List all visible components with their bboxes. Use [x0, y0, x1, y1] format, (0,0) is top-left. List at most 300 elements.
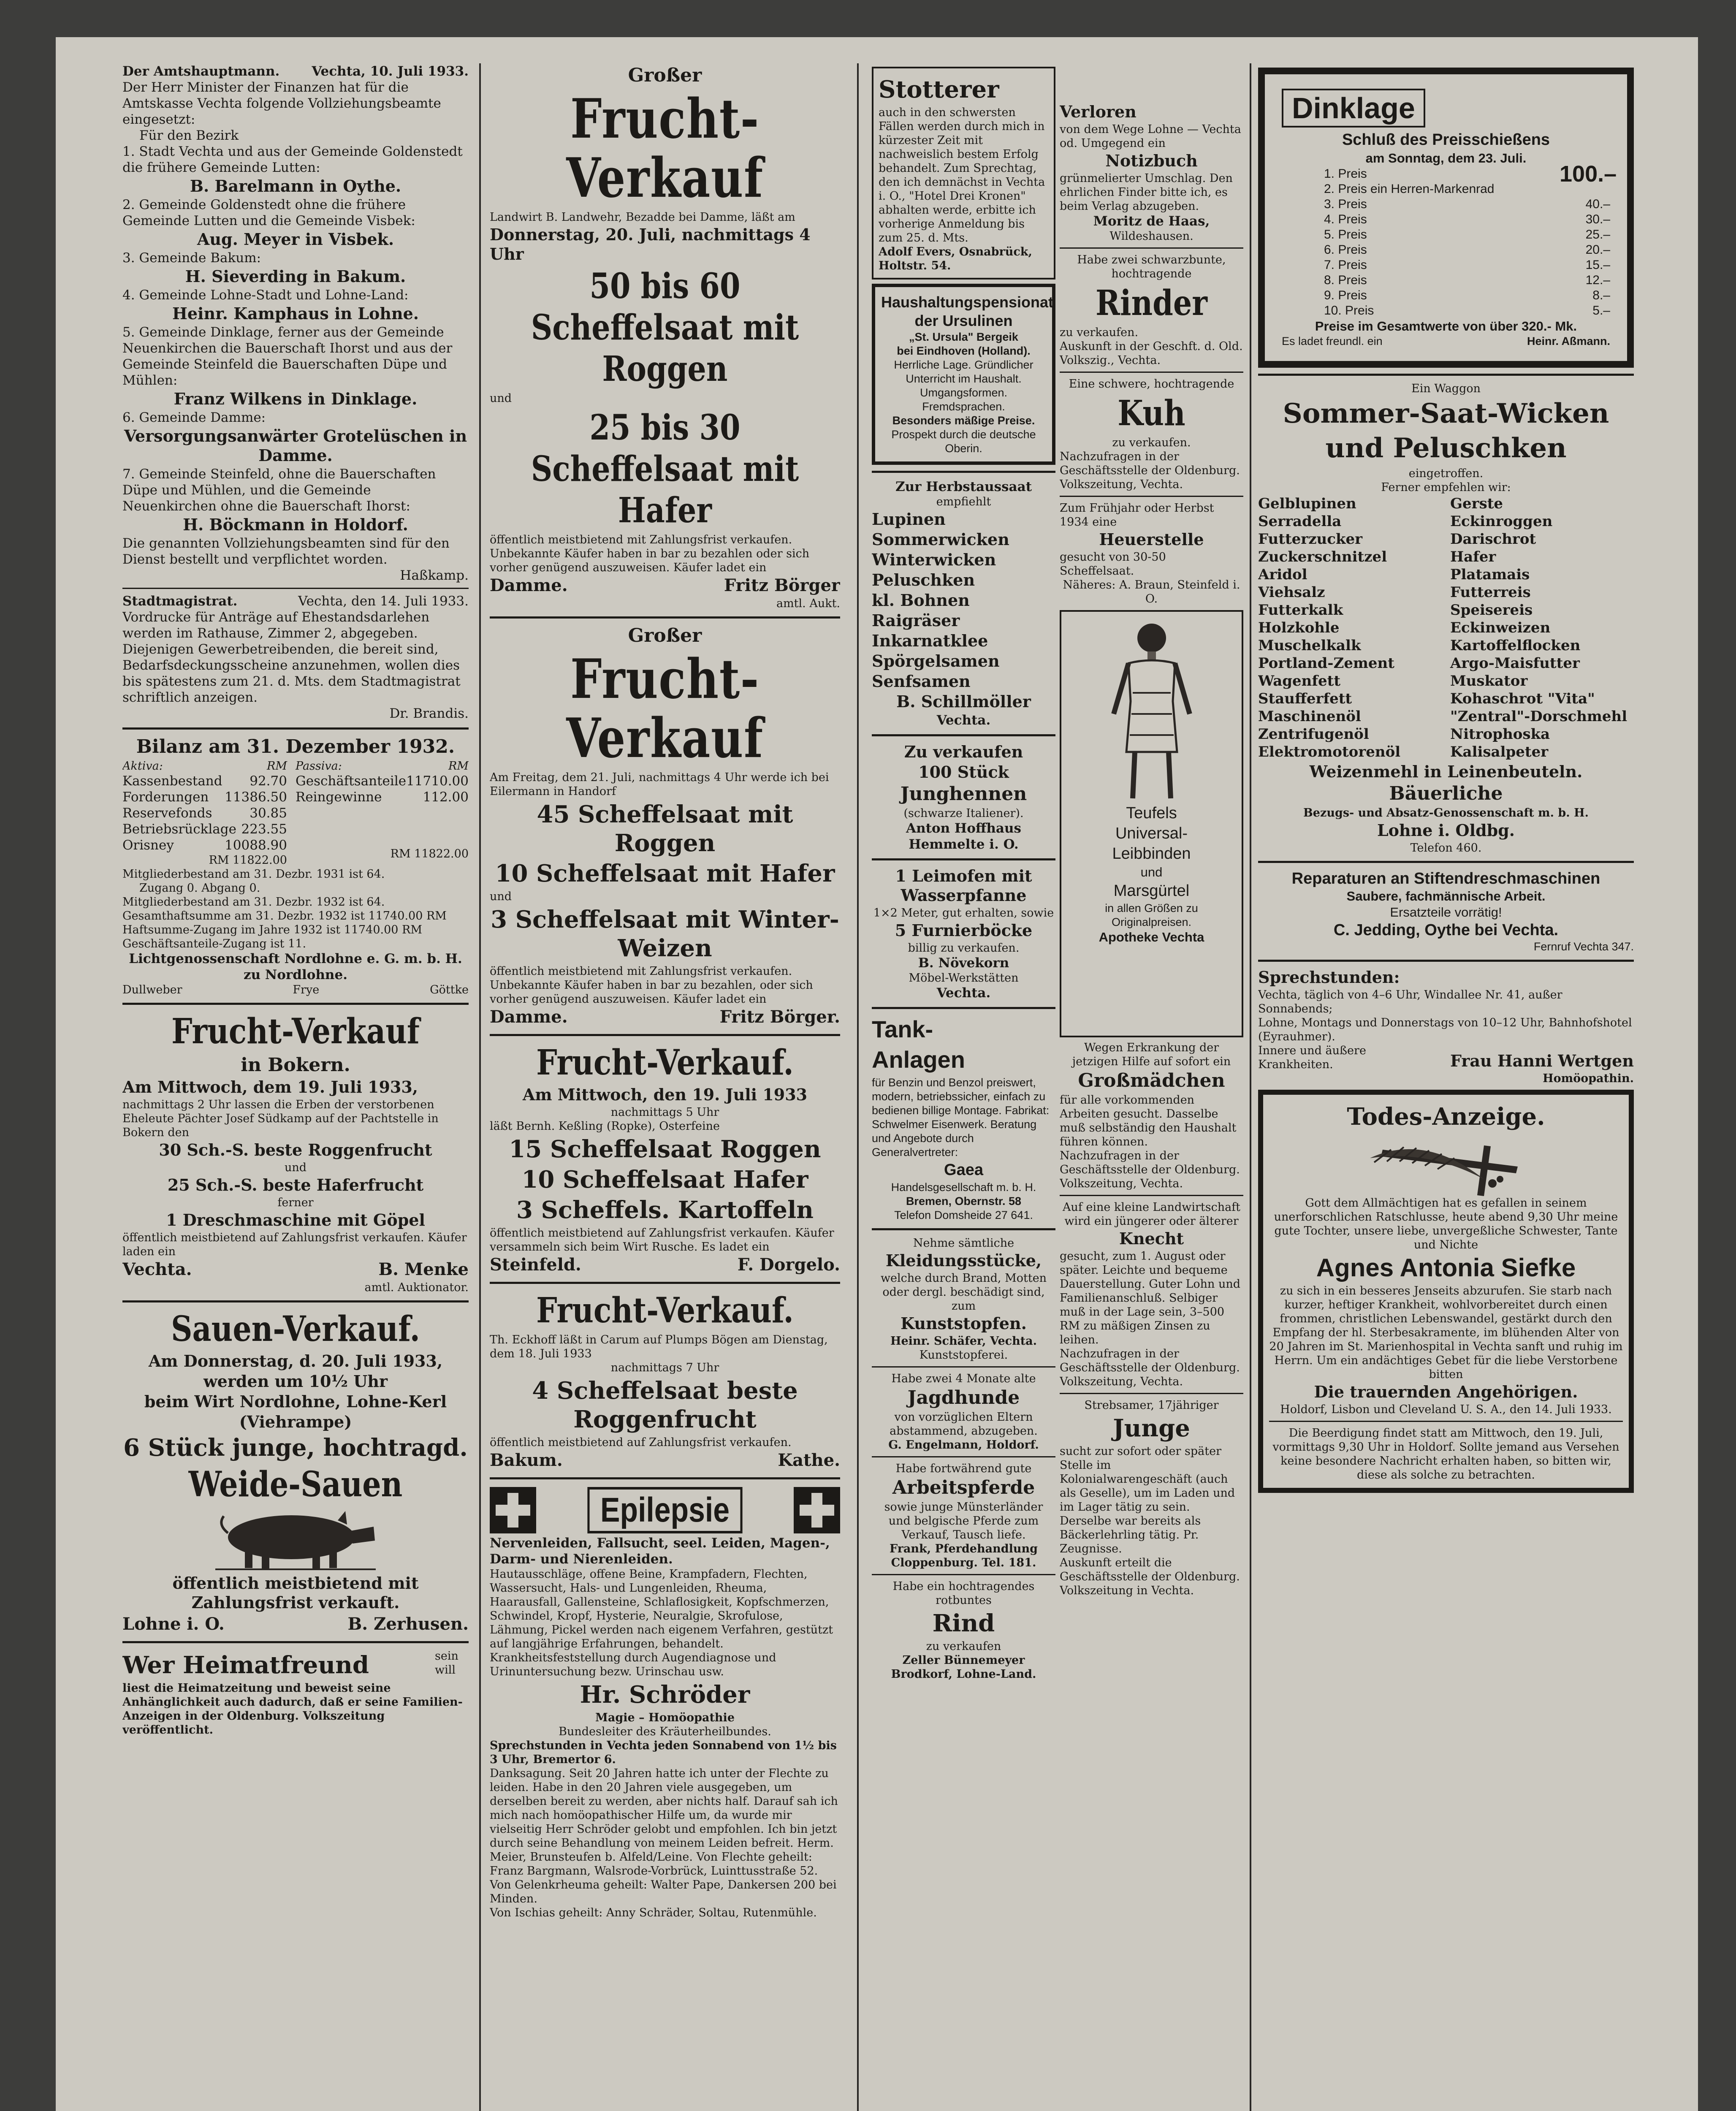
- notice-heading: Der Amtshauptmann.: [122, 64, 280, 79]
- ad-text: öffentlich meistbietend auf Zahlungsfrist verkaufen.: [490, 1436, 792, 1449]
- ad-text: von dem Wege Lohne — Vechta od. Umgegend ein: [1060, 123, 1241, 150]
- prize-label: 5. Preis: [1324, 228, 1367, 241]
- prize-label: 9. Preis: [1324, 288, 1367, 302]
- stiftendreschmaschinen-ad: [1258, 869, 1634, 954]
- bilanz-value: 11710.00: [406, 773, 469, 789]
- divider: [490, 616, 840, 619]
- frucht-verkauf-steinfeld-ad: [490, 1042, 840, 1276]
- ad-text: Eine schwere, hochtragende: [1069, 377, 1234, 391]
- ad-headline: Jagdhunde: [907, 1387, 1020, 1408]
- ad-headline: Sommer-Saat-Wicken: [1283, 398, 1609, 429]
- ad-headline: Marsgürtel: [1113, 882, 1190, 900]
- column-rule: [1250, 63, 1251, 2111]
- bilanz-label: Geschäftsanteile: [295, 773, 407, 789]
- ad-headline: Zu verkaufen: [904, 742, 1023, 761]
- practitioner-name: Hr. Schröder: [580, 1681, 750, 1709]
- ad-text: läßt Bernh. Keßling (Ropke), Osterfeine: [490, 1120, 720, 1133]
- ad-text: und: [284, 1161, 307, 1174]
- product-item: Kalisalpeter: [1450, 743, 1549, 760]
- column-rule: [479, 63, 481, 2111]
- office-hours: Vechta, täglich von 4–6 Uhr, Windallee Nr. 41, außer Sonnabends;: [1258, 988, 1562, 1015]
- prize-label: 4. Preis: [1324, 212, 1367, 226]
- product-item: Eckinroggen: [1450, 513, 1553, 530]
- ad-text: und: [490, 890, 512, 903]
- ad-signer: Frank, Pferdehandlung Cloppenburg. Tel. 181.: [890, 1542, 1038, 1569]
- ad-text: öffentlich meistbietend mit Zahlungsfrist verkaufen. Unbekannte Käufer haben in bar zu bezahlen oder sich vorher genügend auszuweisen. Käufer ladet ein: [490, 533, 810, 574]
- ad-phone: Fernruf Vechta 347.: [1533, 940, 1634, 953]
- ad-text: und: [490, 392, 512, 405]
- notice-date: Vechta, 10. Juli 1933.: [312, 64, 469, 79]
- ad-headline: Kunststopfen.: [901, 1314, 1027, 1333]
- prize-label: 2. Preis ein Herren-Markenrad: [1324, 182, 1495, 196]
- district-desc: 7. Gemeinde Steinfeld, ohne die Bauerschaften Düpe und Mühlen, und die Gemeinde Neuenkirchen ohne die Bauerschaft Ihorst:: [122, 467, 436, 514]
- divider: [122, 1003, 469, 1005]
- divider: [872, 858, 1055, 860]
- ad-text: Landwirt B. Landwehr, Bezadde bei Damme, läßt am: [490, 211, 795, 224]
- ad-text: Habe fortwährend gute: [895, 1462, 1032, 1475]
- ad-subheadline: in Bokern.: [241, 1054, 350, 1076]
- bilanz-value: 10088.90: [225, 838, 287, 853]
- divider: [490, 1282, 840, 1284]
- bilanz-ad: [122, 735, 469, 997]
- ad-text: grünmelierter Umschlag. Den ehrlichen Finder bitte ich, es beim Verlag abzugeben.: [1060, 172, 1233, 213]
- ad-text: eingetroffen.: [1408, 467, 1484, 480]
- ad-place: Brodkorf, Lohne-Land.: [891, 1668, 1036, 1681]
- ad-text: nachmittags 2 Uhr lassen die Erben der verstorbenen Eheleute Pächter Josef Südkamp auf der Pachtstelle in Bokern den: [122, 1098, 439, 1139]
- divider: [122, 588, 469, 589]
- ad-headline: Kuh: [1118, 393, 1185, 434]
- ad-place: Holdorf, Lisbon und Cleveland U. S. A., den 14. Juli 1933.: [1280, 1403, 1612, 1416]
- product-item: Futterzucker: [1258, 531, 1363, 548]
- ad-place: Wildeshausen.: [1109, 230, 1194, 243]
- divider: [872, 471, 1055, 473]
- notice-text: Diejenigen Gewerbetreibenden, die bereit sind, Bedarfsdeckungsscheine anzunehmen, wollen dies bis spätestens zum 21. d. Mts. dem Stadtmagistrat schriftlich anzeigen.: [122, 642, 461, 705]
- bilanz-value: 92.70: [250, 773, 287, 789]
- ad-item: 3 Scheffels. Kartoffeln: [516, 1196, 814, 1224]
- divider: [122, 1641, 469, 1643]
- currency: RM: [448, 760, 469, 773]
- product-item: kl. Bohnen: [872, 591, 970, 610]
- product-list: [1258, 494, 1634, 761]
- ad-headline: Teufels: [1126, 804, 1177, 822]
- ad-role: Innere und äußere Krankheiten.: [1258, 1044, 1366, 1071]
- rind-ad: [872, 1579, 1055, 1681]
- ad-text: Wegen Erkrankung der jetzigen Hilfe auf sofort ein: [1072, 1041, 1231, 1068]
- ad-place: Lohne i. Oldbg.: [1377, 821, 1515, 840]
- ad-headline: Rinder: [1096, 283, 1207, 323]
- cross-icon: [490, 1487, 536, 1533]
- ad-headline: Frucht-Verkauf: [566, 87, 764, 210]
- ad-text: für alle vorkommenden Arbeiten gesucht. Dasselbe muß selbständig den Haushalt führen können.: [1060, 1093, 1237, 1148]
- ad-text: Zum Frühjahr oder Herbst 1934 eine: [1060, 502, 1214, 529]
- ad-headline: Haushaltungspensionat: [881, 293, 1054, 311]
- product-item: Kartoffelflocken: [1450, 637, 1581, 654]
- district-desc: 3. Gemeinde Bakum:: [122, 250, 261, 266]
- product-item: Wagenfett: [1258, 673, 1341, 689]
- ad-subheadline: Nervenleiden, Fallsucht, seel. Leiden, Magen-, Darm- und Nierenleiden.: [490, 1536, 830, 1567]
- bilanz-value: 30.85: [250, 806, 287, 821]
- ad-place: Steinfeld.: [490, 1255, 581, 1275]
- teufels-leibbinden-ad: [1060, 610, 1243, 1037]
- bilanz-line: Geschäftsanteile-Zugang ist 11.: [122, 937, 307, 950]
- herbstaussaat-ad: [872, 479, 1055, 728]
- prize-list: [1324, 161, 1617, 318]
- product-item: Hafer: [1450, 548, 1496, 565]
- prize-value: 20.–: [1585, 243, 1610, 257]
- notice-text: Die genannten Vollziehungsbeamten sind für den Dienst bestellt und verpflichtet worden.: [122, 536, 450, 567]
- ad-headline: 100 Stück: [918, 762, 1009, 781]
- ad-location: bei Eindhoven (Holland).: [897, 345, 1031, 357]
- ad-signer: G. Engelmann, Holdorf.: [888, 1438, 1039, 1452]
- ad-text: Ferner empfehlen wir:: [1381, 481, 1511, 494]
- verloren-ad: [1060, 102, 1243, 243]
- official-name: Franz Wilkens in Dinklage.: [174, 389, 418, 408]
- ad-text: (schwarze Italiener).: [903, 807, 1024, 820]
- bilanz-line: Gesamthaftsumme am 31. Dezbr. 1932 ist 11740.00 RM: [122, 909, 447, 923]
- signature: Dr. Brandis.: [389, 706, 469, 721]
- notice-text: Für den Bezirk: [139, 128, 239, 143]
- ad-location: (Viehrampe): [239, 1412, 352, 1431]
- ad-text: liest die Heimatzeitung und beweist seine Anhänglichkeit auch dadurch, daß er seine Familien-Anzeigen in der Oldenburg. Volkszeitung veröffentlicht.: [122, 1682, 463, 1737]
- ad-role: amtl. Aukt.: [776, 597, 840, 610]
- ad-address: Bremen, Obernstr. 58: [906, 1195, 1022, 1207]
- ad-text: Näheres: A. Braun, Steinfeld i. O.: [1063, 578, 1240, 605]
- dinklage-preisschiessen-ad: [1258, 68, 1634, 368]
- ad-item: 6 Stück junge, hochtragd.: [123, 1434, 468, 1462]
- divider: [490, 1034, 840, 1036]
- stadtmagistrat-notice: [122, 593, 469, 722]
- product-item: Serradella: [1258, 513, 1342, 530]
- signature: Haßkamp.: [400, 568, 469, 583]
- ad-text: billig zu verkaufen.: [908, 942, 1020, 955]
- ad-text: Hautausschläge, offene Beine, Krampfadern, Flechten, Wassersucht, Hals- und Lungenleiden, Rheuma, Haarausfall, Gallensteine, Schlaflosigkeit, Kopfschmerzen, Schwindel, Kropf, Hysterie, Neuralgie, Skrofulose, Lähmung, Pickel werden nach eigenem Verfahren, gestützt auf langjährige Erfahrungen, behandelt. Krankheitsfeststellung durch Augendiagnose und Urinuntersuchung bezw. Urinschau usw.: [490, 1568, 833, 1678]
- aktiva-header: Aktiva:: [122, 760, 163, 773]
- ad-phone: Telefon Domsheide 27 641.: [894, 1209, 1033, 1221]
- ad-place: Damme.: [490, 1007, 568, 1027]
- notice-text: Der Herr Minister der Finanzen hat für die Amtskasse Vechta folgende Vollziehungsbeamte eingesetzt:: [122, 80, 441, 127]
- product-item: Senfsamen: [872, 672, 971, 691]
- product-item: Portland-Zement: [1258, 655, 1394, 672]
- column-4: [1060, 63, 1243, 2111]
- ad-headline: Großmädchen: [1078, 1070, 1225, 1091]
- ad-text: Nachzufragen in der Geschäftsstelle der Oldenburg. Volkszeitung, Vechta.: [1060, 1149, 1240, 1190]
- prize-value: 40.–: [1585, 197, 1610, 211]
- ad-text: Habe ein hochtragendes rotbuntes: [892, 1580, 1035, 1607]
- prize-value: 25.–: [1585, 228, 1610, 241]
- bilanz-label: Orisney: [122, 838, 174, 853]
- prize-value: 8.–: [1592, 288, 1610, 302]
- ad-signer: C. Jedding, Oythe bei Vechta.: [1333, 921, 1559, 939]
- ad-text: ferner: [277, 1196, 314, 1209]
- ad-text: öffentlich meistbietend auf Zahlungsfrist verkaufen. Käufer versammeln sich beim Wirt Rusche. Es ladet ein: [490, 1226, 834, 1254]
- testimonial: Von Gelenkrheuma geheilt: Walter Pape, Dankersen 200 bei Minden.: [490, 1878, 837, 1905]
- column-3: [872, 63, 1055, 2111]
- bilanz-line: Haftsumme-Zugang im Jahre 1932 ist 11740.00 RM: [122, 923, 423, 936]
- ad-text: für Benzin und Benzol preiswert, modern, betriebssicher, einfach zu bedienen billige Montage. Fabrikat: Schwelmer Eisenwerk. Beratung und Angebote durch Generalvertreter:: [872, 1076, 1050, 1159]
- ad-subheadline: Schluß des Preisschießens: [1342, 131, 1550, 149]
- product-item: Eckinweizen: [1450, 619, 1551, 636]
- ad-date: Am Mittwoch, dem 19. Juli 1933,: [122, 1077, 418, 1096]
- ad-text: Ein Waggon: [1411, 382, 1481, 395]
- ad-date: am Sonntag, dem 23. Juli.: [1365, 151, 1527, 166]
- district-desc: 2. Gemeinde Goldenstedt ohne die frühere Gemeinde Lutten und die Gemeinde Visbek:: [122, 197, 415, 228]
- product-item: Winterwicken: [872, 550, 996, 569]
- product-item: Futterreis: [1450, 584, 1531, 601]
- ad-place: Vechta.: [936, 713, 991, 728]
- product-item: Platamais: [1450, 566, 1530, 583]
- product-item: Kohaschrot "Vita": [1450, 690, 1595, 707]
- ad-signer: B. Menke: [378, 1259, 469, 1279]
- divider: [1060, 496, 1243, 497]
- ad-text: Strebsamer, 17jähriger: [1084, 1399, 1219, 1412]
- ad-signer: Bäuerliche: [1389, 783, 1503, 804]
- prize-value: [1560, 182, 1610, 197]
- ad-item: 4 Scheffelsaat beste Roggenfrucht: [532, 1377, 798, 1433]
- bilanz-table: [122, 759, 469, 867]
- divider: [872, 1366, 1055, 1368]
- ad-headline: Epilepsie: [587, 1487, 742, 1533]
- ad-signer: Die trauernden Angehörigen.: [1314, 1382, 1578, 1401]
- ad-text: sucht zur sofort oder später Stelle im Kolonialwarengeschäft (auch als Geselle), um im Laden und im Lager tätig zu sein. Derselbe war bereits als Bäckerlehrling tätig. Pr. Zeugnisse.: [1060, 1445, 1235, 1555]
- product-item: Elektromotorenöl: [1258, 743, 1401, 760]
- ad-date: Donnerstag, 20. Juli, nachmittags 4 Uhr: [490, 225, 811, 263]
- bilanz-label: Reingewinne: [295, 790, 382, 805]
- bilanz-line: Mitgliederbestand am 31. Dezbr. 1931 ist 64.: [122, 868, 385, 881]
- ad-place: Bakum.: [490, 1450, 563, 1470]
- office-hours: Lohne, Montags und Donnerstags von 10–12 Uhr, Bahnhofshotel (Eyrauhmer).: [1258, 1016, 1632, 1043]
- ad-phone: Telefon 460.: [1410, 841, 1482, 855]
- ad-text: Nachzufragen in der Geschäftsstelle der Oldenburg. Volkszeitung, Vechta.: [1060, 450, 1240, 491]
- product-item: Lupinen: [872, 510, 946, 529]
- saat-wicken-ad: [1258, 382, 1634, 855]
- rinder-ad: [1060, 253, 1243, 367]
- ad-headline: Junge: [1113, 1414, 1190, 1442]
- product-item: Muskator: [1450, 673, 1528, 689]
- divider: [1060, 1195, 1243, 1196]
- ad-text: zu verkaufen: [926, 1640, 1001, 1653]
- ad-time: nachmittags 7 Uhr: [610, 1361, 719, 1374]
- ad-item: 1 Dreschmaschine mit Göpel: [166, 1210, 425, 1229]
- ad-text: Nehme sämtliche: [913, 1237, 1014, 1250]
- passiva-header: Passiva:: [295, 760, 342, 773]
- frucht-verkauf-bokern-ad: [122, 1011, 469, 1294]
- ad-text: Die Beerdigung findet statt am Mittwoch, den 19. Juli, vormittags 9,30 Uhr in Holdorf. Sollte jemand aus Versehen keine besondere Nachricht erhalten haben, so bitten wir, diese als solche zu betrachten.: [1272, 1427, 1619, 1481]
- prize-value: 5.–: [1592, 304, 1610, 317]
- ad-text: Auf eine kleine Landwirtschaft wird ein jüngerer oder älterer: [1062, 1201, 1241, 1228]
- ad-headline: Notizbuch: [1105, 151, 1198, 170]
- ad-text: 1×2 Meter, gut erhalten, sowie: [873, 906, 1054, 920]
- divider: [1258, 374, 1634, 376]
- product-item: Sommerwicken: [872, 530, 1009, 549]
- testimonial: Danksagung. Seit 20 Jahren hatte ich unter der Flechte zu leiden. Habe in den 20 Jahren viele ausgegeben, um derselben bereit zu werden, aber nichts half. Darauf sah ich mich nach homöopathischer Hilfe um, da wurde mir vielseitig Herr Schröder gelobt und empfohlen. Ich bin jetzt durch seine Behandlung von meinem Leiden befreit. Herm. Meier, Brunsteufen b. Alfeld/Leine. Von Flechte geheilt: Franz Bargmann, Walsrode-Vorbrück, Luinttusstraße 52.: [490, 1767, 838, 1878]
- ad-signer: Apotheke Vechta: [1099, 930, 1204, 944]
- district-desc: 4. Gemeinde Lohne-Stadt und Lohne-Land:: [122, 288, 409, 303]
- junghennen-ad: [872, 742, 1055, 852]
- notice-date: Vechta, den 14. Juli 1933.: [298, 594, 469, 609]
- product-item: Zentrifugenöl: [1258, 726, 1369, 743]
- ad-text: Nachzufragen in der Geschäftsstelle der Oldenburg. Volkszeitung, Vechta.: [1060, 1347, 1240, 1388]
- ad-date: Am Donnerstag, d. 20. Juli 1933,: [148, 1351, 443, 1370]
- ad-text: Ersatzteile vorrätig!: [1390, 905, 1502, 920]
- tank-anlagen-ad: [872, 1015, 1055, 1222]
- ad-text: sein will: [435, 1650, 458, 1677]
- divider: [1258, 960, 1634, 962]
- ad-signer: Fritz Börger: [724, 575, 840, 595]
- ad-text: gesucht, zum 1. August oder später. Leichte und bequeme Dauerstellung. Guter Lohn und Familienanschluß. Selbiger muß in der Lage sein, 3–500 RM zu mäßigen Zinsen zu leihen.: [1060, 1250, 1241, 1346]
- ad-item: 25 Sch.-S. beste Haferfrucht: [167, 1175, 424, 1194]
- bilanz-value: 112.00: [423, 790, 469, 805]
- divider: [872, 1007, 1055, 1009]
- divider: [1060, 1393, 1243, 1394]
- ad-signer: B. Zerhusen.: [347, 1614, 469, 1634]
- ad-text: Weizenmehl in Leinenbeuteln.: [1309, 762, 1583, 781]
- bilanz-line: Zugang 0. Abgang 0.: [139, 882, 260, 895]
- product-item: "Zentral"-Dorschmehl: [1450, 708, 1628, 725]
- ad-item: 5 Furnierböcke: [895, 921, 1033, 940]
- product-item: Speisereis: [1450, 602, 1533, 619]
- ad-item: 50 bis 60 Scheffelsaat mit Roggen: [531, 266, 799, 389]
- ad-text: welche durch Brand, Motten oder dergl. beschädigt sind, zum: [880, 1272, 1047, 1313]
- ad-signer: B. Schillmöller: [896, 692, 1031, 711]
- ad-place: Hemmelte i. O.: [909, 837, 1019, 852]
- ad-headline: Frucht-Verkauf: [171, 1011, 420, 1052]
- ad-time: werden um 10½ Uhr: [203, 1372, 388, 1391]
- column-5: [1258, 63, 1634, 2111]
- product-item: Spörgelsamen: [872, 651, 1000, 670]
- product-item: Zuckerschnitzel: [1258, 548, 1387, 565]
- product-item: Gerste: [1450, 495, 1503, 512]
- arbeitspferde-ad: [872, 1462, 1055, 1570]
- cross-palm-icon: [1357, 1133, 1535, 1196]
- prize-value: 100.–: [1560, 161, 1617, 187]
- bilanz-value: 223.55: [241, 822, 287, 837]
- official-name: H. Sieverding in Bakum.: [185, 267, 406, 286]
- jagdhunde-ad: [872, 1372, 1055, 1452]
- ad-text: Auskunft erteilt die Geschäftsstelle der Oldenburg. Volkszeitung in Vechta.: [1060, 1556, 1240, 1597]
- product-item: Staufferfett: [1258, 690, 1352, 707]
- ad-text: Am Freitag, dem 21. Juli, nachmittags 4 Uhr werde ich bei Eilermann in Handorf: [490, 771, 829, 798]
- ad-text: Habe zwei schwarzbunte, hochtragende: [1077, 253, 1226, 280]
- ad-text: öffentlich meistbietend auf Zahlungsfrist verkaufen. Käufer laden ein: [122, 1231, 467, 1258]
- ad-headline: Reparaturen an Stiftendreschmaschinen: [1291, 870, 1600, 887]
- frucht-verkauf-damme-ad-2: [490, 624, 840, 1028]
- ad-location: beim Wirt Nordlohne, Lohne-Kerl: [144, 1392, 447, 1411]
- divider: [1060, 247, 1243, 249]
- ad-headline: Sauen-Verkauf.: [171, 1309, 420, 1349]
- product-item: Gelblupinen: [1258, 495, 1356, 512]
- prize-label: 1. Preis: [1324, 167, 1367, 181]
- ad-text: Auskunft in der Geschft. d. Old. Volkszig., Vechta.: [1060, 340, 1243, 367]
- signature: Frye: [293, 983, 320, 996]
- prize-value: 12.–: [1585, 273, 1610, 287]
- leimofen-ad: [872, 866, 1055, 1001]
- bilanz-label: Forderungen: [122, 790, 209, 805]
- ad-signer: Adolf Evers, Osnabrück, Holtstr. 54.: [879, 245, 1032, 272]
- heimatfreund-ad: [122, 1649, 469, 1737]
- signature: Göttke: [430, 983, 469, 996]
- ad-text: Gott dem Allmächtigen hat es gefallen in seinem unerforschlichen Ratschlusse, heute abend 9,30 Uhr meine gute Tochter, unsere liebe, unvergeßliche Schwester, Tante und Nichte: [1274, 1197, 1618, 1251]
- divider: [122, 1300, 469, 1302]
- ad-headline: Frucht-Verkauf.: [536, 1042, 794, 1083]
- ad-item: 10 Scheffelsaat Hafer: [521, 1166, 808, 1194]
- ad-headline: 1 Leimofen mit Wasserpfanne: [895, 866, 1032, 905]
- product-item: Holzkohle: [1258, 619, 1340, 636]
- ad-text: auch in den schwersten Fällen werden durch mich in kürzester Zeit mit nachweislich bestem Erfolg behandelt. Zum Sprechtag, den ich demnächst in Vechta i. O., "Hotel Drei Kronen" abhalten werde, erbitte ich vorherige Anmeldung bis zum 25. d. Mts.: [879, 106, 1045, 244]
- bilanz-label: Kassenbestand: [122, 773, 222, 789]
- bilanz-total: RM 11822.00: [209, 854, 287, 867]
- product-item: Argo-Maisfutter: [1450, 655, 1580, 672]
- ad-text: und: [1140, 865, 1163, 879]
- column-2: [490, 63, 840, 2111]
- ad-signer: Moritz de Haas,: [1093, 214, 1210, 229]
- ad-signer: Gaea: [944, 1161, 983, 1179]
- official-name: Aug. Meyer in Visbek.: [197, 230, 394, 249]
- divider: [872, 1228, 1055, 1230]
- epilepsie-ad: [490, 1485, 840, 1920]
- ad-signer: Frau Hanni Wertgen: [1450, 1051, 1634, 1070]
- currency: RM: [267, 760, 287, 773]
- ad-place: Vechta.: [122, 1259, 192, 1279]
- ad-item: 30 Sch.-S. beste Roggenfrucht: [159, 1140, 432, 1159]
- divider: [872, 1456, 1055, 1457]
- ad-headline: Dinklage: [1282, 89, 1425, 128]
- todes-anzeige: [1258, 1090, 1634, 1493]
- divider: [1060, 372, 1243, 373]
- ad-headline: Wer Heimatfreund: [122, 1651, 369, 1679]
- ad-text: Möbel-Werkstätten: [909, 971, 1019, 985]
- ad-text: zu sich in ein besseres Jenseits abzurufen. Sie starb nach kurzer, heftiger Krankheit, wohlvorbereitet durch einen frommen, christlichen Lebenswandel, gestärkt durch den Empfang der hl. Sterbesakramente, im blühenden Alter von 20 Jahren im St. Marienhospital in Vechta sanft und ruhig im Herrn. Um ein andächtiges Gebet für die liebe Verstorbene bitten: [1269, 1284, 1623, 1381]
- district-desc: 6. Gemeinde Damme:: [122, 410, 266, 425]
- divider: [1258, 861, 1634, 863]
- official-name: Versorgungsanwärter Grotelüschen in Damme.: [124, 426, 467, 465]
- bilanz-line: Mitgliederbestand am 31. Dezbr. 1932 ist 64.: [122, 895, 385, 909]
- haushaltungspensionat-ad: [872, 284, 1055, 465]
- official-name: B. Barelmann in Oythe.: [190, 176, 401, 195]
- divider: [122, 727, 469, 730]
- ad-headline: Knecht: [1119, 1229, 1184, 1248]
- ad-headline: Anlagen: [872, 1046, 965, 1073]
- ad-text: zu verkaufen.: [1112, 436, 1191, 449]
- ad-headline: und Peluschken: [1325, 432, 1567, 464]
- official-name: H. Böckmann in Holdorf.: [183, 515, 408, 534]
- ad-text: Saubere, fachmännische Arbeit.: [1346, 889, 1546, 904]
- ad-place: Damme.: [490, 575, 568, 595]
- cooperative-name: Lichtgenossenschaft Nordlohne e. G. m. b. H. zu Nordlohne.: [129, 951, 462, 982]
- product-item: Aridol: [1258, 566, 1307, 583]
- ad-item: 10 Scheffelsaat mit Hafer: [495, 860, 835, 887]
- kunststopfen-ad: [872, 1236, 1055, 1362]
- product-item: Nitrophoska: [1450, 726, 1550, 743]
- ad-signer: Bezugs- und Absatz-Genossenschaft m. b. H.: [1303, 806, 1589, 819]
- heuerstelle-ad: [1060, 501, 1243, 606]
- ad-role: Homöopathin.: [1543, 1072, 1634, 1085]
- woman-corset-illustration-icon: [1109, 617, 1194, 803]
- ad-text: öffentlich meistbietend mit Zahlungsfrist verkaufen. Unbekannte Käufer haben in bar zu bezahlen, oder sich vorher genügend auszuweisen. Käufer ladet ein: [490, 965, 813, 1006]
- ad-text: Th. Eckhoff läßt in Carum auf Plumps Bögen am Dienstag, dem 18. Juli 1933: [490, 1333, 828, 1360]
- divider: [490, 1477, 840, 1479]
- notice-heading: Stadtmagistrat.: [122, 594, 238, 609]
- ad-role: Kunststopferei.: [919, 1349, 1008, 1362]
- ad-item: 15 Scheffelsaat Roggen: [509, 1135, 821, 1163]
- product-item: Muschelkalk: [1258, 637, 1361, 654]
- ad-text: Preise im Gesamtwerte von über 320.- Mk.: [1315, 319, 1577, 334]
- product-item: Darischrot: [1450, 531, 1536, 548]
- ad-text: von vorzüglichen Eltern abstammend, abzugeben.: [890, 1411, 1038, 1438]
- deceased-name: Agnes Antonia Siefke: [1316, 1254, 1576, 1282]
- prize-label: 8. Preis: [1324, 273, 1367, 287]
- ad-place: Vechta.: [936, 985, 991, 1001]
- ad-text: Habe zwei 4 Monate alte: [891, 1372, 1036, 1385]
